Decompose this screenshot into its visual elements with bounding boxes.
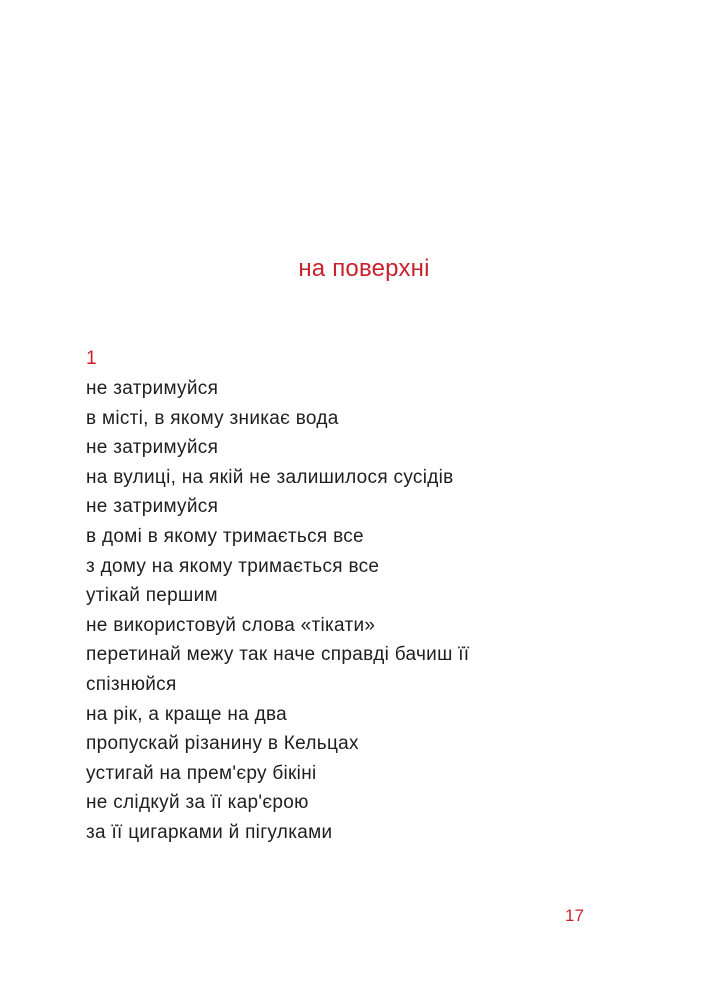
poem-line: пропускай різанину в Кельцах bbox=[86, 733, 359, 755]
poem-line: утікай першим bbox=[86, 585, 218, 607]
poem-body bbox=[86, 374, 469, 848]
poem-line: на рік, а краще на два bbox=[86, 703, 288, 725]
poem-line: перетинай межу так наче справді бачиш її bbox=[86, 644, 470, 666]
poem-line: не затримуйся bbox=[86, 496, 219, 518]
poem-line: устигай на прем'єру бікіні bbox=[86, 762, 317, 784]
section-number: 1 bbox=[86, 348, 97, 369]
page-number: 17 bbox=[565, 906, 584, 925]
poem-line: не затримуйся bbox=[86, 378, 219, 399]
poem-line: не затримуйся bbox=[86, 437, 219, 459]
poem-line: в місті, в якому зникає вода bbox=[86, 407, 339, 429]
poem-line: не використовуй слова «тікати» bbox=[86, 614, 376, 636]
poem-line: спізнюйся bbox=[86, 673, 177, 695]
poem-line: не слідкуй за її кар'єрою bbox=[86, 792, 309, 814]
poem-line: з дому на якому тримається все bbox=[86, 555, 380, 577]
poem-line: в домі в якому тримається все bbox=[86, 525, 364, 547]
poem-line: за її цигарками й пігулками bbox=[86, 821, 333, 843]
poem-line: на вулиці, на якій не залишилося сусідів bbox=[86, 466, 454, 488]
poem-title: на поверхні bbox=[298, 255, 430, 282]
